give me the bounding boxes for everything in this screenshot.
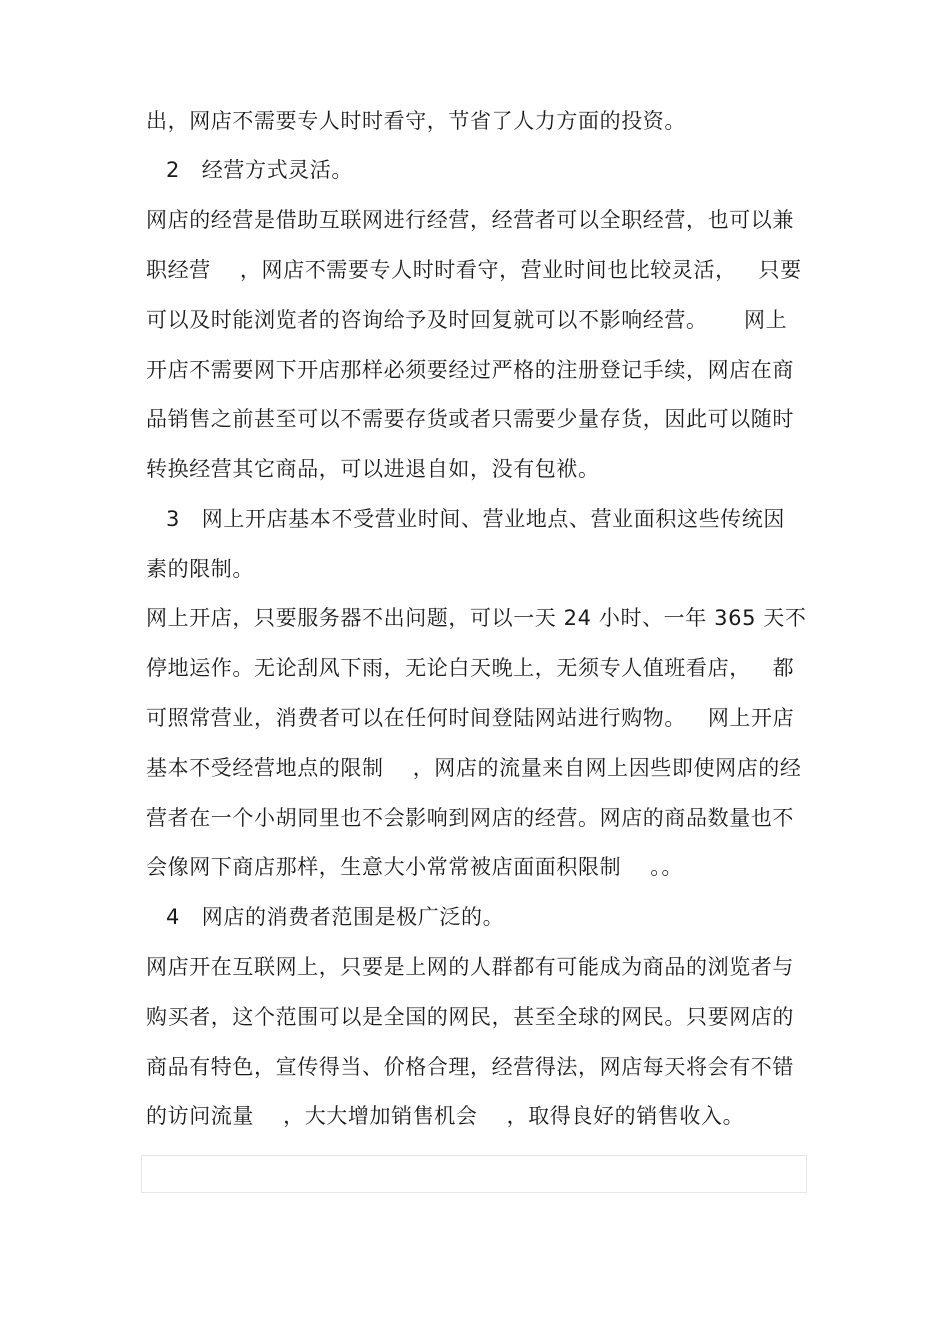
paragraph-line-7: 品销售之前甚至可以不需要存货或者只需要少量存货，因此可以随时 [146, 407, 794, 431]
section-heading-3: 3 网上开店基本不受营业时间、营业地点、营业面积这些传统因 [166, 507, 785, 531]
paragraph-line-5: 可以及时能浏览者的咨询给予及时回复就可以不影响经营。 网上 [146, 308, 788, 332]
paragraph-line-3: 网店的经营是借助互联网进行经营，经营者可以全职经营，也可以兼 [146, 208, 794, 232]
section-heading-3-cont: 素的限制。 [146, 557, 254, 581]
paragraph-line-19: 购买者，这个范围可以是全国的网民，甚至全球的网民。只要网店的 [146, 1005, 794, 1029]
paragraph-line-12: 停地运作。无论刮风下雨，无论白天晚上，无须专人值班看店， 都 [146, 656, 795, 680]
paragraph-line-21: 的访问流量 ，大大增加销售机会 ，取得良好的销售收入。 [146, 1104, 745, 1128]
paragraph-line-11: 网上开店，只要服务器不出问题，可以一天 24 小时、一年 365 天不 [146, 606, 807, 630]
paragraph-line-20: 商品有特色，宣传得当、价格合理，经营得法，网店每天将会有不错 [146, 1055, 794, 1079]
paragraph-line-6: 开店不需要网下开店那样必须要经过严格的注册登记手续，网店在商 [146, 358, 794, 382]
section-heading-2: 2 经营方式灵活。 [166, 158, 353, 182]
paragraph-line-1: 出，网店不需要专人时时看守，节省了人力方面的投资。 [146, 109, 686, 133]
paragraph-line-14: 基本不受经营地点的限制 ，网店的流量来自网上因些即使网店的经 [146, 756, 802, 780]
paragraph-line-16: 会像网下商店那样，生意大小常常被店面面积限制 。。 [146, 855, 683, 879]
paragraph-line-8: 转换经营其它商品，可以进退自如，没有包袱。 [146, 457, 600, 481]
paragraph-line-15: 营者在一个小胡同里也不会影响到网店的经营。网店的商品数量也不 [146, 806, 794, 830]
empty-footer-box [141, 1155, 807, 1193]
paragraph-line-18: 网店开在互联网上，只要是上网的人群都有可能成为商品的浏览者与 [146, 955, 794, 979]
paragraph-line-4: 职经营 ，网店不需要专人时时看守，营业时间也比较灵活， 只要 [146, 258, 802, 282]
section-heading-4: 4 网店的消费者范围是极广泛的。 [166, 905, 505, 929]
paragraph-line-13: 可照常营业，消费者可以在任何时间登陆网站进行购物。 网上开店 [146, 706, 795, 730]
